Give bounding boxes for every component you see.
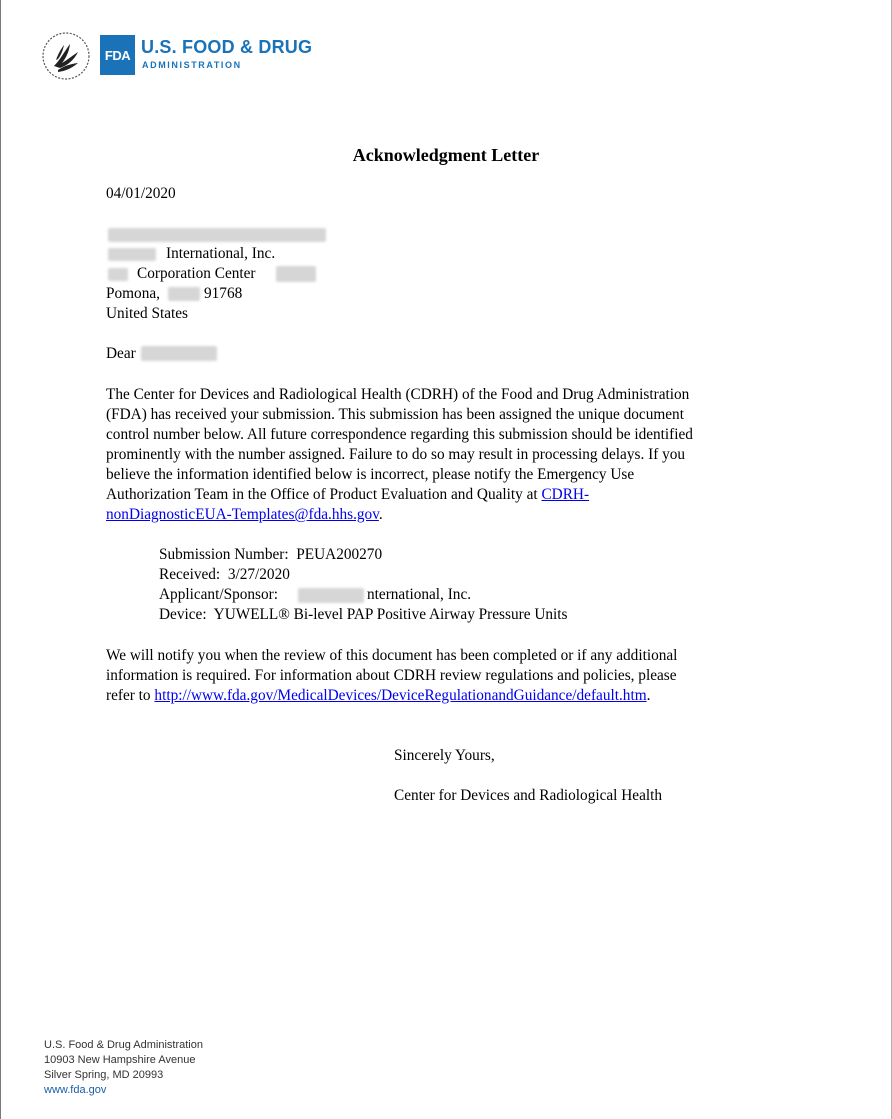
redacted-street-number (108, 268, 128, 281)
address-city: Pomona, (106, 285, 160, 302)
address-line-street: Corporation Center (137, 265, 256, 282)
page-border-left (0, 0, 1, 1119)
submission-number-label: Submission Number: (159, 546, 289, 563)
email-link-part2[interactable]: nonDiagnosticEUA-Templates@fda.hhs.gov (106, 506, 379, 523)
refer-line (106, 686, 650, 706)
sign-off: Sincerely Yours, (394, 747, 495, 764)
refer-suffix: . (646, 687, 651, 704)
footer-agency: U.S. Food & Drug Administration (44, 1039, 203, 1051)
received-label: Received: (159, 566, 221, 583)
applicant-label: Applicant/Sponsor: (159, 586, 278, 603)
closing-line: information is required. For information about CDRH review regulations and policies, please (106, 667, 677, 684)
submission-number-row (159, 545, 382, 565)
redacted-state (168, 287, 200, 301)
redacted-applicant-name (298, 588, 364, 603)
device-row (159, 605, 567, 625)
redacted-salutation-name (141, 346, 217, 361)
letter-date: 04/01/2020 (106, 185, 176, 202)
footer-website-row (44, 1083, 106, 1098)
refer-prefix: refer to (106, 687, 155, 704)
body-line-with-email (106, 485, 589, 505)
body-line: prominently with the number assigned. Failure to do so may result in processing delays. If you (106, 446, 686, 463)
closing-line: We will notify you when the review of this document has been completed or if any additional (106, 647, 678, 664)
redacted-recipient-name (108, 228, 326, 242)
letter-title: Acknowledgment Letter (352, 145, 540, 165)
address-country: United States (106, 305, 188, 322)
footer-street: 10903 New Hampshire Avenue (44, 1054, 196, 1066)
address-zip: 91768 (204, 285, 243, 302)
received-row (159, 565, 290, 585)
email-trailing: . (378, 506, 383, 523)
body-line-text: Authorization Team in the Office of Product Evaluation and Quality at (106, 486, 542, 503)
agency-name: U.S. FOOD & DRUG (141, 37, 313, 57)
device-label: Device: (159, 606, 207, 623)
salutation: Dear (106, 345, 136, 362)
received-value: 3/27/2020 (227, 566, 290, 583)
body-line: (FDA) has received your submission. This submission has been assigned the unique document (106, 406, 684, 423)
body-line: The Center for Devices and Radiological Health (CDRH) of the Food and Drug Administration (106, 386, 690, 403)
guidance-link[interactable]: http://www.fda.gov/MedicalDevices/DeviceRegulationandGuidance/default.htm (154, 687, 647, 704)
redacted-company-prefix (108, 248, 156, 261)
body-line: believe the information identified below is incorrect, please notify the Emergency Use (106, 466, 635, 483)
device-value: YUWELL® Bi-level PAP Positive Airway Pressure Units (213, 606, 568, 623)
body-line: control number below. All future correspondence regarding this submission should be identified (106, 426, 693, 443)
footer-city: Silver Spring, MD 20993 (44, 1069, 164, 1081)
footer-website-link[interactable]: www.fda.gov (44, 1084, 107, 1096)
fda-logo-box: FDA (100, 35, 135, 75)
redacted-street-suffix (276, 266, 316, 282)
address-line-company: International, Inc. (166, 245, 276, 262)
agency-subtitle: ADMINISTRATION (142, 60, 242, 70)
signature: Center for Devices and Radiological Health (394, 787, 663, 804)
submission-number-value: PEUA200270 (296, 546, 383, 563)
email-link-part1[interactable]: CDRH- (541, 486, 590, 503)
applicant-value: nternational, Inc. (367, 586, 472, 603)
applicant-row (159, 585, 278, 605)
hhs-eagle-seal-icon (40, 30, 92, 82)
email-line (106, 505, 383, 525)
